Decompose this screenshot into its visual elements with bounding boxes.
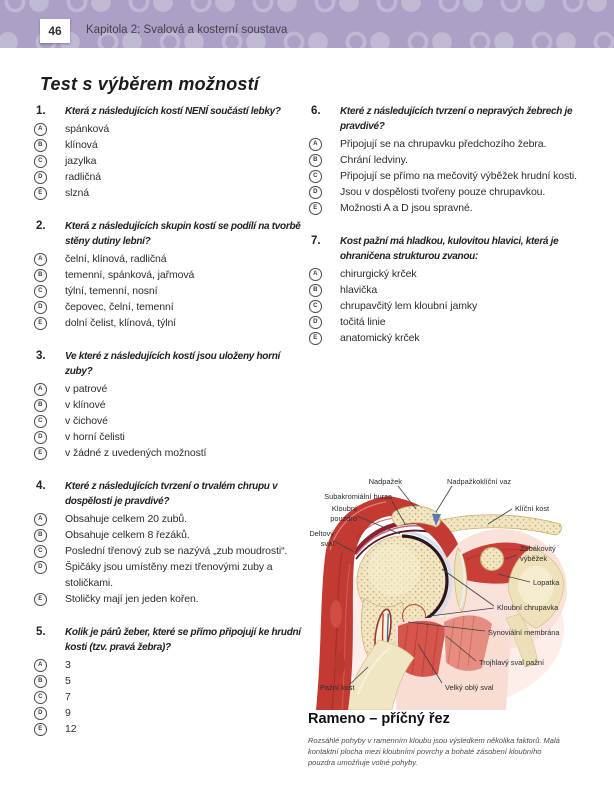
question-block-1 [33,104,303,201]
question-text: Která z následujících skupin kostí se podílí na tvorbě stěny dutiny lební? [65,221,301,247]
option-letter: D [34,707,47,720]
option-letter: B [34,269,47,282]
question-text: Které z následujících tvrzení o trvalém chrupu v dospělosti je pravdivé? [65,481,278,507]
option-text: čepovec, čelní, temenní [65,301,174,313]
questions-column-right [308,104,589,364]
option-text: Připojují se přímo na mečovitý výběžek hrudní kosti. [340,170,577,182]
figure-caption: Rameno – příčný řez [308,711,450,727]
option-text: Obsahuje celkem 8 řezáků. [65,529,190,541]
option-text: točitá linie [340,316,386,328]
question-text: Kolik je párů žeber, které se přímo připojují ke hrudní kosti (tzv. pravá žebra)? [65,627,301,653]
option-row [33,511,303,527]
option-row [33,283,303,299]
question-text: Která z následujících kostí NENÍ součástí lebky? [65,106,281,117]
option-text: Jsou v dospělosti tvořeny pouze chrupavkou. [340,186,546,198]
option-row [308,282,589,298]
option-text: Špičáky jsou umístěny mezi třenovými zuby a stoličkami. [65,561,273,589]
question-number: 3. [36,350,46,362]
figure-label-coracoid-1: Zobákovitý [520,544,556,553]
chapter-title: Kapitola 2: Svalová a kosterní soustava [86,24,288,36]
option-row [308,168,589,184]
option-row [308,184,589,200]
question-number: 7. [311,235,321,247]
option-text: Obsahuje celkem 20 zubů. [65,513,187,525]
option-row [308,152,589,168]
option-row [308,330,589,346]
figure-label-teres-major: Velký oblý sval [445,683,494,692]
option-text: 5 [65,675,71,687]
option-text: Chrání ledviny. [340,154,408,166]
question-number: 1. [36,105,46,117]
option-letter: A [34,513,47,526]
option-text: týlní, temenní, nosní [65,285,158,297]
figure-label-joint-capsule-1: Kloubní [331,504,357,513]
option-text: 9 [65,707,71,719]
question-number: 6. [311,105,321,117]
option-letter: B [309,284,322,297]
option-row [33,185,303,201]
option-letter: E [309,332,322,345]
option-row [33,267,303,283]
option-letter: E [34,187,47,200]
option-letter: C [34,285,47,298]
option-row [33,705,303,721]
option-letter: E [34,447,47,460]
option-letter: B [34,399,47,412]
option-letter: C [34,155,47,168]
figure-label-triceps: Trojhlavý sval pažní [479,658,545,667]
option-letter: D [34,431,47,444]
figure-label-scapula: Lopatka [533,578,560,587]
option-letter: A [34,659,47,672]
figure-label-joint-capsule-2: pouzdro [330,514,357,523]
option-text: slzná [65,187,90,199]
option-row [33,657,303,673]
question-block-3 [33,349,303,461]
option-row [33,429,303,445]
option-text: dolní čelist, klínová, týlní [65,317,177,329]
question-block-7 [308,234,589,346]
option-row [308,266,589,282]
option-letter: E [34,593,47,606]
option-letter: B [34,139,47,152]
option-letter: E [34,317,47,330]
shoulder-diagram [306,464,568,710]
option-row [33,251,303,267]
option-row [33,137,303,153]
option-row [33,559,303,591]
option-text: anatomický krček [340,332,420,344]
figure-label-deltoid-2: sval [320,539,334,548]
option-letter: D [34,301,47,314]
figure-label-clavicle: Klíční kost [515,504,550,513]
option-text: radličná [65,171,101,183]
option-letter: A [34,123,47,136]
option-row [33,153,303,169]
figure-label-acromion: Nadpažek [368,477,402,486]
option-row [33,543,303,559]
figure-label-articular-cartilage: Kloubní chrupavka [497,603,559,612]
option-row [33,121,303,137]
option-row [33,445,303,461]
option-letter: D [34,171,47,184]
figure-label-deltoid-1: Deltový [309,529,334,538]
option-letter: C [309,300,322,313]
option-letter: C [34,545,47,558]
question-block-6 [308,104,589,216]
option-text: Poslední třenový zub se nazývá „zub moudrosti“. [65,545,288,557]
option-letter: A [34,253,47,266]
option-row [33,721,303,737]
option-text: Stoličky mají jen jeden kořen. [65,593,199,605]
figure-label-subacromial-bursa: Subakromiální burza [324,492,392,501]
option-row [33,413,303,429]
option-letter: C [309,170,322,183]
option-letter: A [309,268,322,281]
option-text: 7 [65,691,71,703]
question-block-2 [33,219,303,331]
option-text: temenní, spánková, jařmová [65,269,195,281]
option-row [33,689,303,705]
option-text: v žádné z uvedených možností [65,447,207,459]
option-letter: A [309,138,322,151]
option-text: v čichové [65,415,108,427]
option-row [33,397,303,413]
option-row [33,673,303,689]
page-header [0,0,614,48]
option-text: chrupavčitý lem kloubní jamky [340,300,478,312]
option-letter: C [34,415,47,428]
option-row [33,381,303,397]
question-block-5 [33,625,303,737]
option-row [308,298,589,314]
option-letter: B [309,154,322,167]
figure-label-humerus: Pažní kost [320,683,355,692]
option-text: chirurgický krček [340,268,417,280]
option-text: Připojují se na chrupavku předchozího žebra. [340,138,547,150]
page-number: 46 [40,19,70,43]
option-text: hlavička [340,284,378,296]
figure-label-synovial-membrane: Synoviální membrána [488,628,560,637]
option-row [33,315,303,331]
option-letter: B [34,529,47,542]
question-text: Které z následujících tvrzení o nepravých žebrech je pravdivé? [340,106,573,132]
option-letter: C [34,691,47,704]
question-number: 5. [36,626,46,638]
question-text: Kost pažní má hladkou, kulovitou hlavici, která je ohraničena strukturou zvanou: [340,236,559,262]
figure-description: Rozsáhlé pohyby v ramenním kloubu jsou výsledkem několika faktorů. Malá kontaktní plocha mezi kloubními povrchy a bohaté zásobení kloubního pouzdra umožňuje volné pohyby. [308,736,560,767]
question-number: 4. [36,480,46,492]
option-letter: E [34,723,47,736]
option-text: v horní čelisti [65,431,125,443]
question-text: Ve které z následujících kostí jsou uloženy horní zuby? [65,351,280,377]
option-text: 3 [65,659,71,671]
option-row [308,136,589,152]
option-letter: E [309,202,322,215]
option-letter: D [309,186,322,199]
option-text: v klínové [65,399,106,411]
option-text: jazylka [65,155,97,167]
question-number: 2. [36,220,46,232]
figure-label-coracoid-2: výběžek [520,554,548,563]
option-text: v patrové [65,383,108,395]
option-text: 12 [65,723,77,735]
figure-label-ac-ligament: Nadpažkoklíční vaz [447,477,512,486]
option-row [33,591,303,607]
option-row [308,200,589,216]
option-row [33,169,303,185]
option-row [33,299,303,315]
option-text: čelní, klínová, radličná [65,253,167,265]
question-block-4 [33,479,303,607]
option-text: klínová [65,139,98,151]
page-title: Test s výběrem možností [40,74,260,95]
questions-column-left [33,104,303,755]
option-text: Možnosti A a D jsou spravné. [340,202,473,214]
option-letter: D [309,316,322,329]
option-letter: D [34,561,47,574]
option-row [33,527,303,543]
option-letter: A [34,383,47,396]
option-row [308,314,589,330]
option-letter: B [34,675,47,688]
option-text: spánková [65,123,110,135]
